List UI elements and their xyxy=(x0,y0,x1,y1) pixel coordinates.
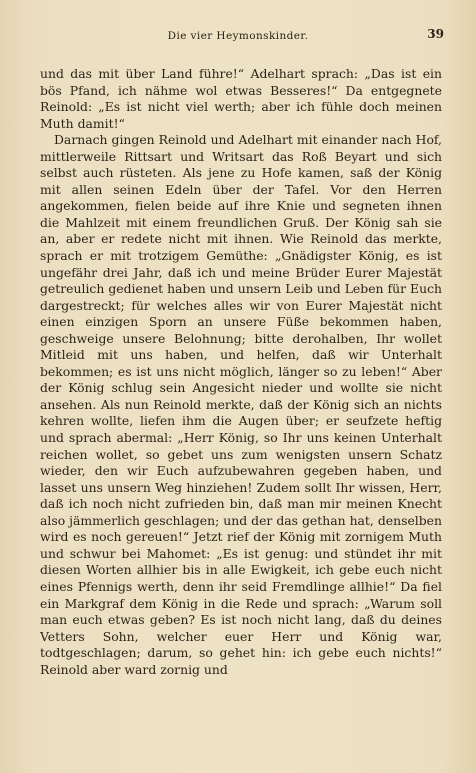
body-text xyxy=(40,66,442,678)
running-title: Die vier Heymonskinder. xyxy=(167,30,309,42)
paragraph-continuation: und das mit über Land führe!“ Adelhart sprach: „Das ist ein bös Pfand, ich nähme wol etwas Besseres!“ Da entgegnete Reinold: „Es ist nicht viel werth; aber ich fühle doch meinen Muth damit!“ xyxy=(40,66,442,131)
page-header xyxy=(40,27,444,50)
page-number: 39 xyxy=(427,27,444,41)
paragraph: Darnach gingen Reinold und Adelhart mit einander nach Hof, mittlerweile Rittsart und Writsart das Roß Beyart und sich selbst auch rüsteten. Als jene zu Hofe kamen, saß der König mit allen seinen Edeln über der Tafel. Vor den Herren angekommen, fielen beide auf ihre Knie und segneten ihnen die Mahlzeit mit einem freundlichen Gruß. Der König sah sie an, aber er redete nicht mit ihnen. Wie Reinold das merkte, sprach er mit trotzigem Gemüthe: „Gnädigster König, es ist ungefähr drei Jahr, daß ich und meine Brüder Eurer Majestät getreulich gedienet haben und unsern Leib und Leben für Euch dargestreckt; für welches alles wir von Eurer Majestät nicht einen einzigen Sporn an unsere Füße bekommen haben, geschweige unsere Belohnung; bitte derohalben, Ihr wollet Mitleid mit uns haben, und helfen, daß wir Unterhalt bekommen; es ist uns nicht möglich, länger so zu leben!“ Aber der König schlug sein Angesicht nieder und wollte sie nicht ansehen. Als nun Reinold merkte, daß der König sich an nichts kehren wollte, liefen ihm die Augen über; er seufzete heftig und sprach abermal: „Herr König, so Ihr uns keinen Unterhalt reichen wollet, so gebet uns zum wenigsten unsern Schatz wieder, den wir Euch aufzubewahren gegeben haben, und lasset uns unsern Weg hinziehen! Zudem sollt Ihr wissen, Herr, daß ich noch nicht zufrieden bin, daß man mir meinen Knecht also jämmerlich geschlagen; und der das gethan hat, denselben wird es noch gereuen!“ Jetzt rief der König mit zornigem Muth und schwur bei Mahomet: „Es ist genug: und stündet ihr mit diesen Worten allhier bis in alle Ewigkeit, ich gebe euch nicht eines Pfennigs werth, denn ihr seid Fremdlinge allhie!“ Da fiel ein Markgraf dem König in die Rede und sprach: „Warum soll man euch etwas geben? Es ist noch nicht lang, daß du deines Vetters Sohn, welcher euer Herr und König war, todtgeschlagen; darum, so gehet hin: ich gebe euch nichts!“ Reinold aber ward zornig und xyxy=(40,132,442,677)
